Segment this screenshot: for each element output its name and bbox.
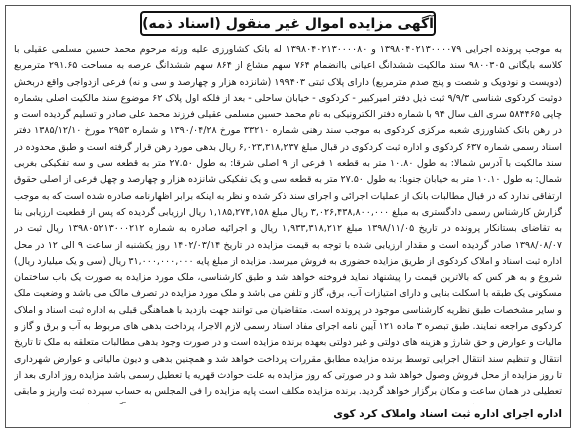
notice-title: آگهی مزایده اموال غیر منقول (اسناد ذمه) <box>142 15 434 32</box>
notice-body: به موجب پرونده اجرایی ۱۳۹۸۰۴۰۲۱۳۰۰۰۰۷۹ و ۱۳۹۸۰۴۰۲۱۳۰۰۰۰۸۰ له بانک کشاورزی علیه ورثه مرحوم محمد حسین مسلمی عقیلی با کلاسه بایگانی ۹۸۰۰۳۰۵ سند مالکیت ششدانگ اعیانی باانضمام ۷۶۴ سهم مشاع از ۸۶۴ سهم ششدانگ عرصه به مساحت ۲۹۱.۶۵ مترمربع (دویست و نودویک و شصت و پنج صدم مترمربع) دارای پلاک ثبتی ۱۹۹۴۰۳ (شانزده هزار و چهارصد و سی و نه) فرعی ازدواجی واقع دربخش دوثبت کردکوی شناسی ۹/۹/۳ ثبت ذیل دفتر امیرکبیر - کردکوی - خیابان ساحلی - بعد از فلکه اول پلاک ۶۲ موضوع سند مالکیت اصلی بشماره چاپی ۵۸۴۴۶۵ سری الف سال ۹۴ با شماره دفتر الکترونیکی به نام محمد حسین مسلمی عقیلی فرزند محمد علی صادر و تسلیم گردیده است و در رهن بانک کشاورزی شعبه مرکزی کردکوی به موجب سند رهنی شماره ۳۳۲۱۰ مورخ ۱۳۹۰/۰۴/۲۸ و شماره ۲۹۵۳ مورخ ۱۳۸۵/۱۲/۱۰ دفتر اسناد رسمی شماره ۶۳۷ کردکوی و اداره ثبت کردکوی در قبال مبلغ ۶,۰۲۳,۳۱۸,۲۳۷ ریال بدهی مورد رهن قرار گرفته است و طبق محدوده در سند مالکیت با آدرس شمالا: به طول ۱۰.۸۰ متر به قطعه ۱ فرعی از ۹ اصلی شرقا: به طول ۲۷.۵۰ متر به قطعه سی و سه تفکیکی بغربی شمال: به طول ۱۰.۱۰ متر به خیابان جنوبا: به طول ۲۷.۵۰ متر به قطعه سی و یک تفکیکی شانزده هزار و چهارصد و چهل فرعی از اصلی حقوق ارتفاقی ندارد که در قبال مطالبات بانک از عملیات اجرائی و اجرای سند ذکر شده و نظر به اینکه برابر اظهارنامه صادره شده است که به موجب گزارش کارشناس رسمی دادگستری به مبلغ ۳,۰۲۶,۴۳۸,۸۰۰,۰۰۰ ریال مبلغ ۱,۱۸۵,۲۷۴,۱۵۸ ریال ارزیابی گردیده که پس از قطعیت ارزیابی بنا به تقاضای بستانکار پرونده در تاریخ ۱۳۹۸/۱۱/۰۵ مبلغ ۱,۹۳۳,۳۱۸,۲۱۲ ریال و اجرائیه صادره به شماره ۱۳۹۸۰۵۲۱۳۰۰۰۲۱۲ ریال ثبت در ۱۳۹۸/۰۸/۰۷ صادر گردیده است و مقدار ارزیابی شده با توجه به قیمت مزایده در تاریخ ۱۴۰۲/۰۳/۱۴ روز یکشنبه از ساعت ۹ الی ۱۲ در محل اداره ثبت اسناد و املاک کردکوی از طریق مزایده حضوری به فروش میرسد. مزایده از مبلغ پایه ۳۱,۰۰۰,۰۰۰,۰۰۰ ریال (سی و یک میلیارد ریال) شروع و به هر کس که بالاترین قیمت را پیشنهاد نماید فروخته خواهد شد و طبق کارشناسی، ملک مورد مزایده به صورت یک باب ساختمان مسکونی یک طبقه با اسکلت بنایی و دارای امتیازات آب، برق، گاز و تلفن می باشد و ملک مورد مزایده در تصرف مالک می باشد و وضعیت ملک و سایر مشخصات طبق نظریه کارشناسی موجود در پرونده است. متقاضیان می توانند جهت بازدید با هماهنگی قبلی به اداره ثبت اسناد و املاک کردکوی مراجعه نمایند. طبق تبصره ۳ ماده ۱۲۱ آیین نامه اجرای مفاد اسناد رسمی لازم الاجرا، پرداخت بدهی های مربوط به آب و برق و گاز و مالیات و عوارض و حق شارژ و هزینه های دولتی و غیر دولتی بعهده برنده مزایده است و در صورت وجود بدهی مطالبات متعلقه به ملک تا تاریخ انتقال و تنظیم سند انتقال اجرایی توسط برنده مزایده مطابق مقررات پرداخت خواهد شد و همچنین بدهی و دیون مالیاتی و عوارض شهرداری تا روز مزایده از محل فروش وصول خواهد شد و در صورتی که روز مزایده به علت حوادث قهریه یا تعطیل رسمی باشد مزایده روز اداری بعد از تعطیلی در همان ساعت و مکان برگزار خواهد گردید. برنده مزایده مکلف است پایه مزایده را فی المجلس به حساب سپرده ثبت واریز و مابقی <box>14 44 562 398</box>
notice-title-box <box>140 11 436 36</box>
notice-footer: اداره اجرای اداره ثبت اسناد واملاک کرد کوی <box>333 408 562 420</box>
